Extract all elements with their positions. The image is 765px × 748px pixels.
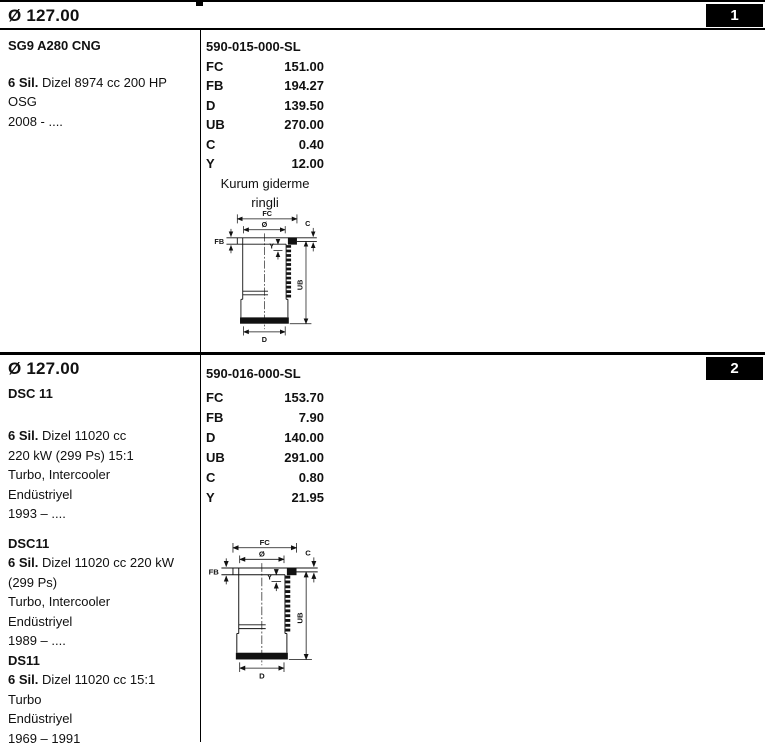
application-line: Endüstriyel [8, 711, 73, 726]
spec-table [206, 388, 324, 508]
section-1-column-divider [200, 30, 201, 352]
application-line: Turbo, Intercooler [8, 467, 111, 482]
application-model: DSC11 [8, 535, 50, 551]
application-line: 1969 – 1991 [8, 730, 81, 746]
application-line: Endüstriyel [8, 613, 73, 629]
section-2-part-column [206, 364, 324, 508]
spec-value: 140.00 [284, 429, 324, 445]
spec-label: D [206, 429, 216, 445]
dim-label-fc: FC [262, 209, 272, 219]
spec-value: 12.00 [291, 156, 324, 171]
spec-value: 291.00 [284, 449, 324, 465]
spec-row [206, 408, 324, 428]
spec-row [206, 96, 324, 116]
spec-value: 0.40 [298, 136, 324, 152]
spec-value: 21.95 [291, 489, 324, 505]
cylinder-liner-drawing [212, 205, 334, 348]
top-rule [0, 0, 765, 2]
spec-value: 139.50 [284, 97, 324, 113]
spec-label: C [206, 469, 216, 485]
spec-row [206, 428, 324, 448]
spec-label: FB [206, 78, 224, 93]
section-1-applications [8, 36, 194, 131]
spec-row [206, 115, 324, 135]
spec-row [206, 154, 324, 174]
application-line: OSG [8, 94, 37, 109]
section-1-part-column [206, 37, 324, 213]
dim-label-ub: UB [295, 279, 305, 291]
spec-row [206, 488, 324, 508]
section-1-header-rule [0, 28, 765, 30]
spec-row [206, 57, 324, 77]
dim-label-fb: FB [208, 567, 219, 577]
application-model: DSC 11 [8, 385, 53, 401]
spec-value: 7.90 [298, 409, 324, 425]
section-2-diameter-heading: Ø 127.00 [8, 359, 80, 378]
section-1-diameter-heading: Ø 127.00 [8, 6, 80, 25]
application-line: Turbo [8, 691, 42, 707]
application-line: 1993 – .... [8, 506, 66, 521]
section-2-number-badge: 2 [706, 357, 763, 380]
dim-label-fb: FB [214, 237, 225, 247]
section-2-top-rule [0, 352, 765, 355]
dim-label-y: Y [269, 241, 275, 251]
application-line: Endüstriyel [8, 486, 73, 502]
spec-value: 153.70 [284, 389, 324, 405]
dim-label-dia: Ø [258, 549, 265, 559]
spec-row [206, 135, 324, 155]
spec-row [206, 388, 324, 408]
section-2-applications [8, 359, 194, 748]
spec-label: C [206, 136, 216, 152]
application-model: DS11 [8, 652, 40, 668]
application-line: 6 Sil. Dizel 11020 cc 15:1 [8, 672, 156, 687]
section-1-number-badge: 1 [706, 4, 763, 27]
application-line: 6 Sil. Dizel 8974 cc 200 HP [8, 74, 167, 90]
dim-label-d: D [261, 334, 268, 343]
spec-label: FB [206, 409, 224, 425]
part-number: 590-015-000-SL [206, 39, 301, 54]
spec-label: Y [206, 156, 215, 171]
dim-label-fc: FC [259, 537, 270, 547]
application-line: (299 Ps) [8, 574, 58, 590]
spec-row [206, 76, 324, 96]
dim-label-ub: UB [295, 612, 305, 624]
spec-row [206, 448, 324, 468]
spec-value: 270.00 [284, 117, 324, 132]
dim-label-c: C [305, 219, 311, 229]
cylinder-liner-drawing [206, 533, 336, 685]
application-line: 6 Sil. Dizel 11020 cc [8, 428, 127, 443]
liner-note: Kurum giderme ringli [220, 175, 310, 210]
spec-value: 194.27 [284, 78, 324, 93]
spec-row [206, 468, 324, 488]
spec-label: UB [206, 117, 225, 132]
dim-label-d: D [259, 671, 265, 680]
dim-label-y: Y [266, 572, 273, 582]
application-line: 220 kW (299 Ps) 15:1 [8, 447, 134, 463]
application-line: Turbo, Intercooler [8, 594, 111, 609]
spec-label: FC [206, 389, 224, 405]
application-model: SG9 A280 CNG [8, 38, 101, 53]
part-number: 590-016-000-SL [206, 366, 301, 381]
spec-label: FC [206, 58, 224, 74]
application-line: 2008 - .... [8, 113, 63, 129]
application-line: 6 Sil. Dizel 11020 cc 220 kW [8, 555, 174, 570]
spec-value: 151.00 [284, 58, 324, 74]
spec-label: Y [206, 489, 215, 505]
section-2-column-divider [200, 355, 201, 742]
spec-label: D [206, 97, 216, 113]
dim-label-dia: Ø [261, 220, 268, 230]
dim-label-c: C [305, 548, 311, 558]
spec-label: UB [206, 449, 225, 465]
spec-value: 0.80 [298, 469, 324, 485]
top-divider-stub [196, 0, 203, 6]
application-line: 1989 – .... [8, 633, 66, 648]
spec-table [206, 57, 324, 174]
